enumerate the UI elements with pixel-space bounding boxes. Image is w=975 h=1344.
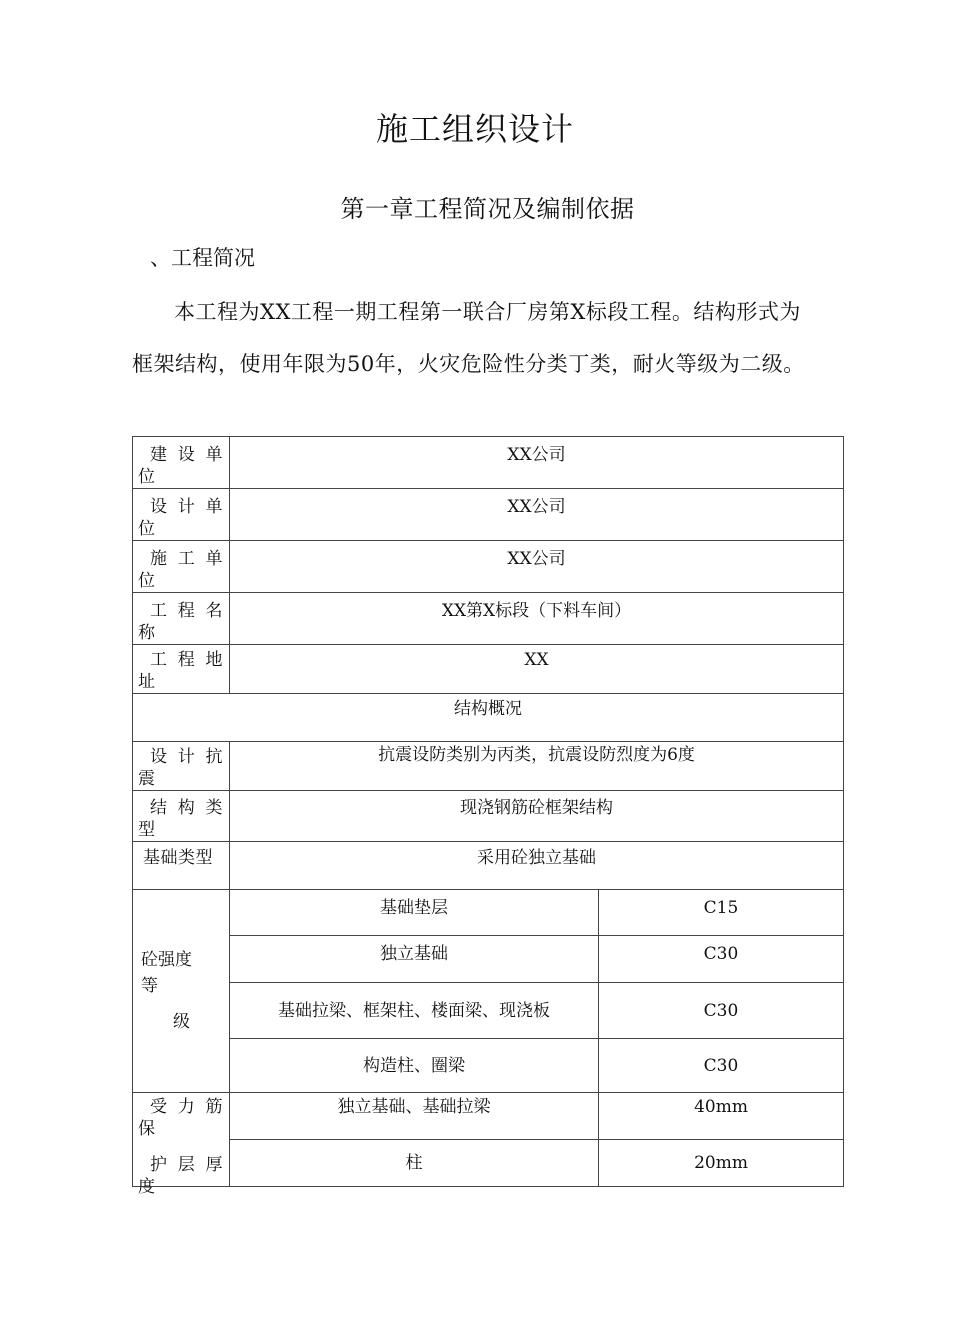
- concrete-item-name: 基础拉梁、框架柱、楼面梁、现浇板: [230, 983, 599, 1039]
- table-row: [133, 1140, 844, 1187]
- table-row: [133, 791, 844, 842]
- concrete-item-grade: C30: [599, 936, 844, 983]
- value-cell: 采用砼独立基础: [230, 842, 844, 890]
- value-cell: XX第X标段（下料车间）: [230, 593, 844, 645]
- cover-item-name: 柱: [230, 1140, 599, 1187]
- table-row: [133, 742, 844, 791]
- project-overview-paragraph: 本工程为XX工程一期工程第一联合厂房第X标段工程。结构形式为框架结构，使用年限为50年，火灾危险性分类丁类，耐火等级为二级。: [132, 300, 805, 376]
- value-cell: XX公司: [230, 489, 844, 541]
- label-cell: 施 工 单 位: [133, 541, 230, 593]
- label-cell: 基础类型: [133, 842, 230, 890]
- concrete-item-name: 基础垫层: [230, 890, 599, 936]
- label-cell: 建 设 单 位: [133, 437, 230, 489]
- table-row: [133, 541, 844, 593]
- value-cell: XX公司: [230, 437, 844, 489]
- table-row: [133, 890, 844, 936]
- table-row: [133, 936, 844, 983]
- concrete-grade-label: 砼强度 等 级: [133, 890, 230, 1093]
- table-row: [133, 593, 844, 645]
- table-row: [133, 437, 844, 489]
- concrete-item-grade: C15: [599, 890, 844, 936]
- table-row: [133, 489, 844, 541]
- cover-item-value: 20mm: [599, 1140, 844, 1187]
- cover-thickness-label: 受 力 筋 保 护 层 厚 度: [133, 1093, 230, 1187]
- label-cell: 结 构 类 型: [133, 791, 230, 842]
- document-title: 施工组织设计: [375, 110, 574, 148]
- concrete-item-grade: C30: [599, 1039, 844, 1093]
- project-info-table: [132, 436, 844, 1197]
- value-cell: XX公司: [230, 541, 844, 593]
- label-cell: 设 计 单 位: [133, 489, 230, 541]
- table-row: [133, 1093, 844, 1140]
- table-row: [133, 694, 844, 742]
- value-cell: 现浇钢筋砼框架结构: [230, 791, 844, 842]
- concrete-item-name: 独立基础: [230, 936, 599, 983]
- table-row: [133, 645, 844, 694]
- section-heading: 、工程简况: [150, 246, 255, 270]
- concrete-item-name: 构造柱、圈梁: [230, 1039, 599, 1093]
- table-row: [133, 983, 844, 1039]
- concrete-item-grade: C30: [599, 983, 844, 1039]
- cover-item-name: 独立基础、基础拉梁: [230, 1093, 599, 1140]
- structure-overview-header: 结构概况: [133, 694, 844, 742]
- value-cell: 抗震设防类别为丙类，抗震设防烈度为6度: [230, 742, 844, 791]
- label-cell: 工 程 地 址: [133, 645, 230, 694]
- table-row: [133, 1039, 844, 1093]
- label-cell: 工 程 名 称: [133, 593, 230, 645]
- table-row: [133, 842, 844, 890]
- label-cell: 设 计 抗 震: [133, 742, 230, 791]
- cover-item-value: 40mm: [599, 1093, 844, 1140]
- value-cell: XX: [230, 645, 844, 694]
- chapter-heading: 第一章工程简况及编制依据: [340, 195, 635, 223]
